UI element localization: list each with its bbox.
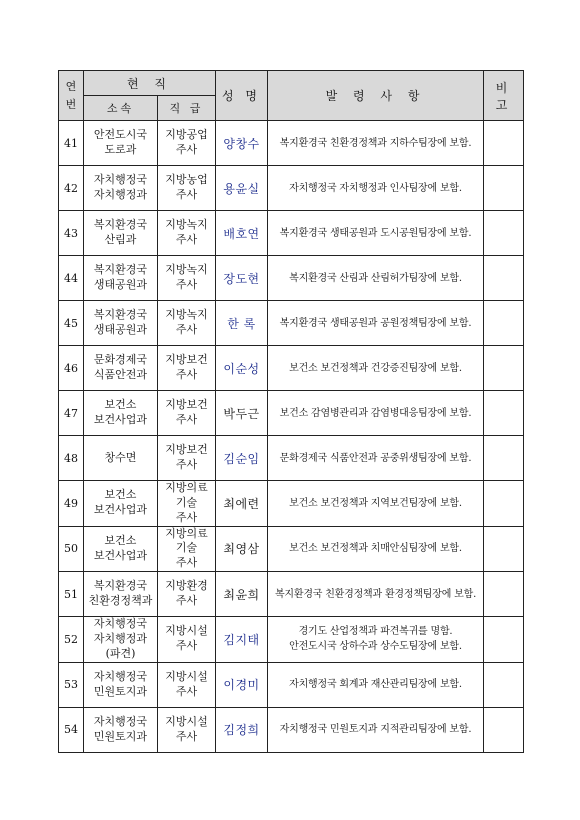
row-remarks	[484, 346, 524, 391]
table-row	[59, 662, 524, 707]
row-order: 경기도 산업정책과 파견복귀를 명함. 안전도시국 상하수과 상수도팀장에 보함.	[268, 617, 484, 663]
header-order: 발 령 사 항	[268, 71, 484, 121]
row-remarks	[484, 572, 524, 617]
table-row	[59, 211, 524, 256]
table-row	[59, 391, 524, 436]
row-rank: 지방녹지 주사	[158, 256, 216, 301]
row-seq: 47	[59, 391, 84, 436]
row-rank: 지방보건 주사	[158, 391, 216, 436]
row-name: 박두근	[216, 391, 268, 436]
row-remarks	[484, 436, 524, 481]
row-name: 김지태	[216, 617, 268, 663]
row-seq: 54	[59, 707, 84, 752]
row-seq: 53	[59, 662, 84, 707]
header-seq: 연 번	[59, 71, 84, 121]
row-rank: 지방시설 주사	[158, 707, 216, 752]
header-remarks: 비 고	[484, 71, 524, 121]
row-remarks	[484, 662, 524, 707]
table-row	[59, 526, 524, 572]
row-rank: 지방시설 주사	[158, 662, 216, 707]
row-name: 배호연	[216, 211, 268, 256]
row-affiliation: 복지환경국 산림과	[84, 211, 158, 256]
row-remarks	[484, 391, 524, 436]
row-rank: 지방녹지 주사	[158, 211, 216, 256]
row-remarks	[484, 121, 524, 166]
row-seq: 48	[59, 436, 84, 481]
row-rank: 지방농업 주사	[158, 166, 216, 211]
table-row	[59, 481, 524, 527]
table-row	[59, 301, 524, 346]
row-name: 용윤실	[216, 166, 268, 211]
header-current-position: 현 직	[84, 71, 216, 96]
row-rank: 지방보건 주사	[158, 436, 216, 481]
row-order: 복지환경국 친환경정책과 지하수팀장에 보함.	[268, 121, 484, 166]
row-affiliation: 보건소 보건사업과	[84, 526, 158, 572]
header-rank: 직 급	[158, 96, 216, 121]
row-rank: 지방의료기술 주사	[158, 526, 216, 572]
row-remarks	[484, 256, 524, 301]
table-row	[59, 346, 524, 391]
row-name: 양창수	[216, 121, 268, 166]
row-order: 보건소 감염병관리과 감염병대응팀장에 보함.	[268, 391, 484, 436]
row-order: 복지환경국 생태공원과 도시공원팀장에 보함.	[268, 211, 484, 256]
row-affiliation: 문화경제국 식품안전과	[84, 346, 158, 391]
row-affiliation: 복지환경국 생태공원과	[84, 301, 158, 346]
table-row	[59, 256, 524, 301]
row-seq: 45	[59, 301, 84, 346]
row-remarks	[484, 526, 524, 572]
row-remarks	[484, 211, 524, 256]
row-name: 장도현	[216, 256, 268, 301]
row-name: 이순성	[216, 346, 268, 391]
personnel-order-table	[58, 70, 524, 753]
row-order: 자치행정국 자치행정과 인사팀장에 보함.	[268, 166, 484, 211]
row-rank: 지방보건 주사	[158, 346, 216, 391]
row-rank: 지방시설 주사	[158, 617, 216, 663]
table-row	[59, 572, 524, 617]
row-affiliation: 자치행정국 민원토지과	[84, 707, 158, 752]
row-name: 한 록	[216, 301, 268, 346]
row-rank: 지방공업 주사	[158, 121, 216, 166]
row-affiliation: 창수면	[84, 436, 158, 481]
row-seq: 44	[59, 256, 84, 301]
row-affiliation: 보건소 보건사업과	[84, 391, 158, 436]
row-seq: 51	[59, 572, 84, 617]
row-affiliation: 보건소 보건사업과	[84, 481, 158, 527]
header-name: 성 명	[216, 71, 268, 121]
row-order: 보건소 보건정책과 건강증진팀장에 보함.	[268, 346, 484, 391]
row-order: 복지환경국 친환경정책과 환경정책팀장에 보함.	[268, 572, 484, 617]
row-remarks	[484, 481, 524, 527]
row-order: 복지환경국 생태공원과 공원정책팀장에 보함.	[268, 301, 484, 346]
row-order: 보건소 보건정책과 치매안심팀장에 보함.	[268, 526, 484, 572]
row-rank: 지방녹지 주사	[158, 301, 216, 346]
row-seq: 50	[59, 526, 84, 572]
row-rank: 지방환경 주사	[158, 572, 216, 617]
row-name: 최윤희	[216, 572, 268, 617]
row-name: 최영삼	[216, 526, 268, 572]
table-row	[59, 707, 524, 752]
row-seq: 41	[59, 121, 84, 166]
row-seq: 49	[59, 481, 84, 527]
row-order: 복지환경국 산림과 산림허가팀장에 보함.	[268, 256, 484, 301]
row-name: 이경미	[216, 662, 268, 707]
row-name: 최에련	[216, 481, 268, 527]
header-affiliation: 소속	[84, 96, 158, 121]
row-affiliation: 자치행정국 민원토지과	[84, 662, 158, 707]
row-affiliation: 복지환경국 생태공원과	[84, 256, 158, 301]
table-row	[59, 617, 524, 663]
row-name: 김순임	[216, 436, 268, 481]
row-remarks	[484, 166, 524, 211]
table-row	[59, 436, 524, 481]
row-remarks	[484, 301, 524, 346]
row-affiliation: 자치행정국 자치행정과 (파견)	[84, 617, 158, 663]
row-remarks	[484, 617, 524, 663]
row-remarks	[484, 707, 524, 752]
row-order: 문화경제국 식품안전과 공중위생팀장에 보함.	[268, 436, 484, 481]
row-seq: 42	[59, 166, 84, 211]
table-row	[59, 121, 524, 166]
row-affiliation: 자치행정국 자치행정과	[84, 166, 158, 211]
row-affiliation: 안전도시국 도로과	[84, 121, 158, 166]
table-body	[59, 121, 524, 753]
row-order: 보건소 보건정책과 지역보건팀장에 보함.	[268, 481, 484, 527]
table-row	[59, 166, 524, 211]
row-seq: 43	[59, 211, 84, 256]
row-order: 자치행정국 민원토지과 지적관리팀장에 보함.	[268, 707, 484, 752]
row-order: 자치행정국 회계과 재산관리팀장에 보함.	[268, 662, 484, 707]
row-rank: 지방의료기술 주사	[158, 481, 216, 527]
row-name: 김정희	[216, 707, 268, 752]
row-affiliation: 복지환경국 친환경정책과	[84, 572, 158, 617]
row-seq: 52	[59, 617, 84, 663]
row-seq: 46	[59, 346, 84, 391]
